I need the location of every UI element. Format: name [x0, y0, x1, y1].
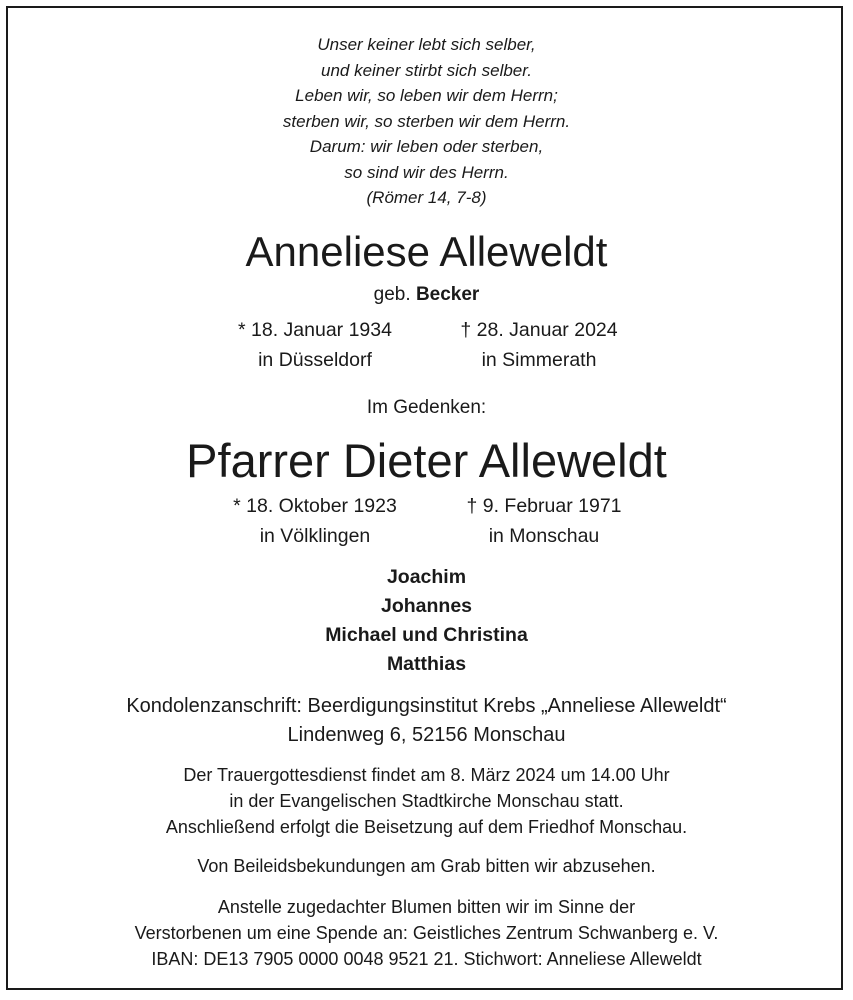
family-member: Johannes [380, 595, 473, 617]
service-line: in der Evangelischen Stadtkirche Monschau statt. [229, 791, 624, 811]
bible-verse [0, 32, 853, 211]
family-members [0, 563, 853, 679]
verse-line: so sind wir des Herrn. [344, 162, 509, 182]
donation-info [0, 894, 853, 972]
verse-line: Unser keiner lebt sich selber, [317, 35, 536, 54]
service-line: Der Trauergottesdienst findet am 8. März 2024 um 14.00 Uhr [183, 765, 670, 785]
birth-date: * 18. Oktober 1923 [233, 495, 397, 517]
birth-place: in Völklingen [259, 525, 371, 547]
donation-iban: IBAN: DE13 7905 0000 0048 9521 21. Stichwort: Anneliese Alleweldt [151, 949, 702, 969]
death-date: † 28. Januar 2024 [460, 319, 618, 341]
family-member: Joachim [386, 566, 467, 588]
deceased-death [428, 315, 650, 375]
condolence-street: Lindenweg 6, 52156 Monschau [287, 724, 566, 746]
condolence-address [0, 692, 853, 750]
remembered-death [438, 491, 650, 551]
donation-line: Verstorbenen um eine Spende an: Geistliches Zentrum Schwanberg e. V. [134, 923, 719, 943]
birth-place: in Düsseldorf [258, 349, 372, 371]
birth-name: Becker [415, 284, 480, 305]
death-place: in Monschau [488, 525, 600, 547]
verse-line: Leben wir, so leben wir dem Herrn; [295, 86, 558, 105]
birth-name-line [0, 282, 853, 308]
family-member: Michael und Christina [325, 624, 528, 646]
condolence-request: Von Beileidsbekundungen am Grab bitten wir abzusehen. [197, 856, 656, 876]
funeral-service-info [0, 762, 853, 840]
in-memory-label: Im Gedenken: [366, 397, 487, 418]
verse-line: Darum: wir leben oder sterben, [309, 137, 544, 156]
donation-line: Anstelle zugedachter Blumen bitten wir im Sinne der [217, 897, 636, 917]
remembered-birth [200, 491, 430, 551]
condolence-line: Kondolenzanschrift: Beerdigungsinstitut Krebs „Anneliese Alleweldt“ [126, 695, 727, 717]
death-date: † 9. Februar 1971 [466, 495, 622, 517]
deceased-birth [205, 315, 425, 375]
family-member: Matthias [386, 653, 467, 675]
death-place: in Simmerath [481, 349, 597, 371]
geb-prefix: geb. [373, 284, 411, 305]
verse-line: und keiner stirbt sich selber. [320, 60, 533, 80]
remembered-name: Pfarrer Dieter Alleweldt [186, 434, 667, 487]
birth-date: * 18. Januar 1934 [238, 319, 392, 341]
verse-reference: (Römer 14, 7-8) [366, 188, 487, 207]
service-line: Anschließend erfolgt die Beisetzung auf dem Friedhof Monschau. [165, 817, 688, 837]
deceased-name: Anneliese Alleweldt [245, 228, 608, 275]
verse-line: sterben wir, so sterben wir dem Herrn. [282, 111, 571, 131]
